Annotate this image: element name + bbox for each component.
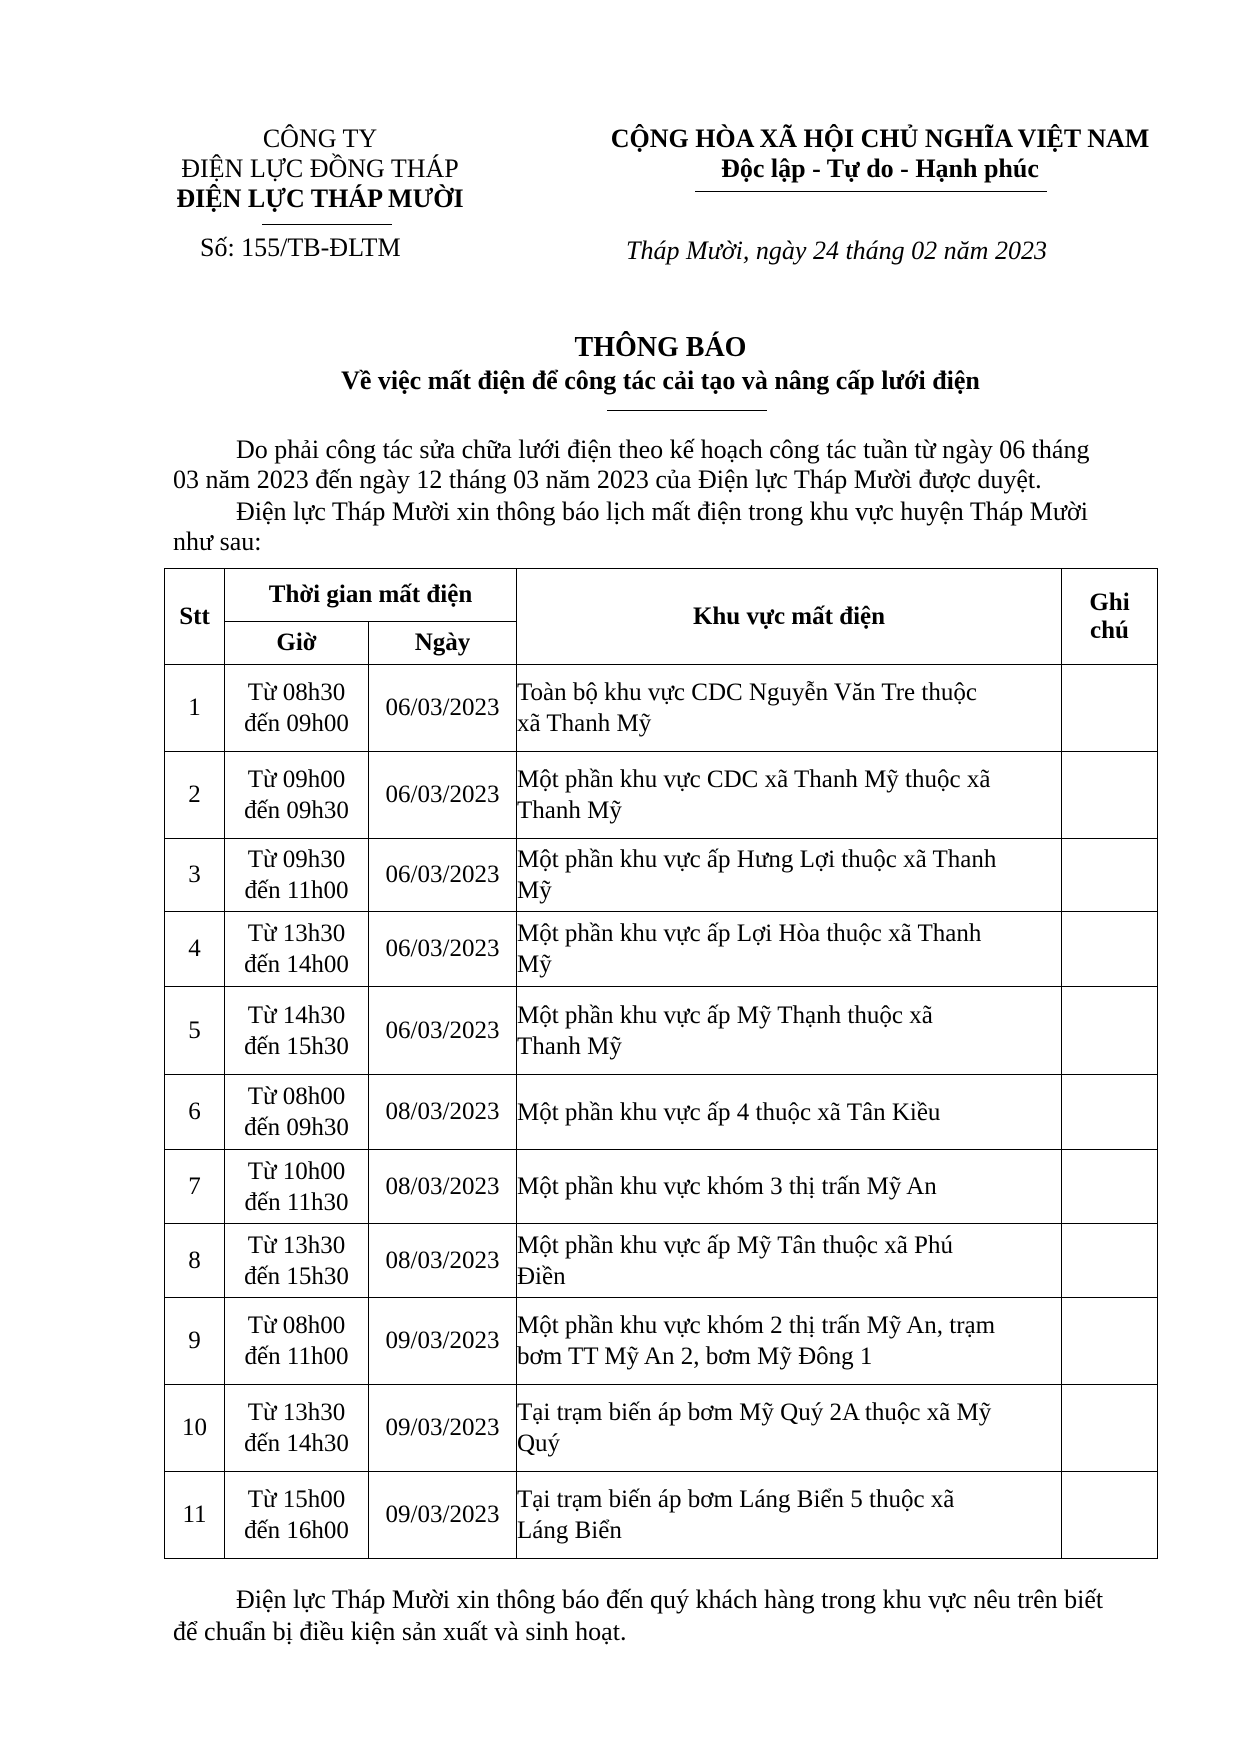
row-stt: 5	[165, 987, 225, 1075]
row-note	[1062, 752, 1158, 839]
row-note	[1062, 1298, 1158, 1385]
table-row	[165, 839, 1158, 912]
intro-p2-line1: Điện lực Tháp Mười xin thông báo lịch mất điện trong khu vực huyện Tháp Mười	[236, 497, 1088, 526]
row-area-line1: Một phần khu vực ấp Mỹ Tân thuộc xã Phú	[517, 1231, 953, 1259]
document-number: Số: 155/TB-ĐLTM	[200, 233, 401, 262]
row-area	[517, 912, 1062, 987]
table-row	[165, 1224, 1158, 1298]
header-note	[1062, 569, 1158, 665]
table-row	[165, 912, 1158, 987]
motto-underline	[695, 191, 1047, 192]
row-stt: 6	[165, 1075, 225, 1150]
table-row	[165, 1075, 1158, 1150]
row-area	[517, 839, 1062, 912]
header-day: Ngày	[369, 622, 517, 665]
row-stt: 4	[165, 912, 225, 987]
row-time-to: đến 11h00	[244, 877, 349, 904]
row-time-from: Từ 10h00	[247, 1157, 346, 1185]
row-date: 06/03/2023	[369, 912, 517, 987]
row-date: 09/03/2023	[369, 1298, 517, 1385]
row-time-from: Từ 09h30	[247, 846, 346, 873]
row-time-to: đến 14h30	[244, 1430, 349, 1457]
row-area	[517, 1472, 1062, 1559]
row-area-line1: Một phần khu vực ấp Hưng Lợi thuộc xã Thanh	[517, 846, 997, 873]
table-row	[165, 752, 1158, 839]
row-area-line1: Một phần khu vực ấp 4 thuộc xã Tân Kiều	[517, 1098, 941, 1126]
place-date: Tháp Mười, ngày 24 tháng 02 năm 2023	[626, 236, 1047, 265]
row-date: 09/03/2023	[369, 1385, 517, 1472]
table-row	[165, 665, 1158, 752]
header-outage-time: Thời gian mất điện	[225, 569, 517, 622]
row-area	[517, 752, 1062, 839]
row-area-line2: Thanh Mỹ	[517, 797, 622, 824]
row-area-line2: bơm TT Mỹ An 2, bơm Mỹ Đông 1	[517, 1343, 873, 1370]
row-note	[1062, 1224, 1158, 1298]
row-time-to: đến 09h30	[244, 1114, 349, 1141]
closing-line2: để chuẩn bị điều kiện sản xuất và sinh hoạt.	[173, 1617, 627, 1646]
row-stt: 3	[165, 839, 225, 912]
row-time-to: đến 15h30	[244, 1032, 349, 1060]
row-area	[517, 1298, 1062, 1385]
row-time-from: Từ 08h30	[247, 679, 346, 706]
row-time	[225, 1298, 369, 1385]
row-note	[1062, 1075, 1158, 1150]
row-time	[225, 1472, 369, 1559]
row-time-to: đến 11h30	[244, 1188, 349, 1216]
org-block	[140, 124, 500, 214]
row-date: 08/03/2023	[369, 1075, 517, 1150]
org-company: CÔNG TY	[262, 124, 378, 153]
row-time-to: đến 16h00	[244, 1517, 349, 1544]
org-unit: ĐIỆN LỰC THÁP MƯỜI	[176, 184, 464, 213]
header-area: Khu vực mất điện	[517, 569, 1062, 665]
header-hour: Giờ	[225, 622, 369, 665]
row-note	[1062, 665, 1158, 752]
row-area-line1: Một phần khu vực khóm 2 thị trấn Mỹ An, trạm	[517, 1312, 996, 1339]
intro-p1-line1: Do phải công tác sửa chữa lưới điện theo kế hoạch công tác tuần từ ngày 06 tháng	[236, 435, 1090, 464]
table-row	[165, 987, 1158, 1075]
intro-p2-line2: như sau:	[173, 527, 262, 556]
org-underline	[262, 224, 392, 225]
row-time-to: đến 09h30	[244, 797, 349, 824]
row-stt: 7	[165, 1150, 225, 1224]
row-area	[517, 1150, 1062, 1224]
row-stt: 9	[165, 1298, 225, 1385]
row-time-to: đến 11h00	[244, 1343, 349, 1370]
row-area-line1: Một phần khu vực ấp Lợi Hòa thuộc xã Thanh	[517, 920, 982, 947]
row-area	[517, 1075, 1062, 1150]
row-area-line1: Một phần khu vực CDC xã Thanh Mỹ thuộc xã	[517, 766, 991, 793]
row-time	[225, 987, 369, 1075]
row-note	[1062, 1472, 1158, 1559]
row-stt: 1	[165, 665, 225, 752]
row-note	[1062, 1385, 1158, 1472]
row-area-line2: Điền	[517, 1262, 566, 1290]
row-time-to: đến 09h00	[244, 710, 349, 737]
row-area	[517, 1224, 1062, 1298]
row-time	[225, 665, 369, 752]
row-time-from: Từ 13h30	[247, 1231, 346, 1259]
closing-line1: Điện lực Tháp Mười xin thông báo đến quý khách hàng trong khu vực nêu trên biết	[236, 1585, 1104, 1614]
row-note	[1062, 1150, 1158, 1224]
row-time-from: Từ 14h30	[247, 1001, 346, 1029]
row-area-line1: Tại trạm biến áp bơm Mỹ Quý 2A thuộc xã Mỹ	[517, 1399, 992, 1426]
row-time	[225, 752, 369, 839]
title-underline	[607, 410, 767, 411]
table-row	[165, 1385, 1158, 1472]
row-time	[225, 1385, 369, 1472]
row-note	[1062, 839, 1158, 912]
row-time-from: Từ 15h00	[247, 1486, 346, 1513]
row-time	[225, 1224, 369, 1298]
row-time-from: Từ 09h00	[247, 766, 346, 793]
notice-heading: THÔNG BÁO	[574, 332, 747, 363]
nation-block	[580, 124, 1180, 184]
row-stt: 10	[165, 1385, 225, 1472]
notice-subject: Về việc mất điện để công tác cải tạo và nâng cấp lưới điện	[341, 366, 980, 395]
row-area-line1: Một phần khu vực ấp Mỹ Thạnh thuộc xã	[517, 1001, 933, 1029]
row-date: 08/03/2023	[369, 1224, 517, 1298]
row-time-from: Từ 13h30	[247, 1399, 346, 1426]
row-date: 08/03/2023	[369, 1150, 517, 1224]
row-stt: 2	[165, 752, 225, 839]
row-date: 06/03/2023	[369, 665, 517, 752]
intro-p1-line2: 03 năm 2023 đến ngày 12 tháng 03 năm 2023 của Điện lực Tháp Mười được duyệt.	[173, 465, 1042, 494]
row-note	[1062, 987, 1158, 1075]
row-note	[1062, 912, 1158, 987]
row-area	[517, 665, 1062, 752]
row-area-line2: Mỹ	[517, 877, 552, 904]
table-row	[165, 1150, 1158, 1224]
table-row	[165, 1298, 1158, 1385]
notice-title	[164, 332, 1157, 364]
schedule-body	[165, 665, 1158, 1559]
header-note-line2: chú	[1090, 616, 1129, 644]
row-area-line2: Láng Biển	[517, 1517, 622, 1544]
row-time-from: Từ 08h00	[247, 1312, 346, 1339]
row-area-line1: Một phần khu vực khóm 3 thị trấn Mỹ An	[517, 1173, 937, 1200]
row-time-from: Từ 13h30	[247, 920, 346, 947]
row-stt: 11	[165, 1472, 225, 1559]
row-date: 09/03/2023	[369, 1472, 517, 1559]
org-parent: ĐIỆN LỰC ĐỒNG THÁP	[181, 154, 459, 183]
row-area-line1: Toàn bộ khu vực CDC Nguyễn Văn Tre thuộc	[517, 679, 977, 706]
row-area-line1: Tại trạm biến áp bơm Láng Biển 5 thuộc xã	[517, 1486, 955, 1513]
motto: Độc lập - Tự do - Hạnh phúc	[721, 154, 1039, 183]
row-time-from: Từ 08h00	[247, 1083, 346, 1110]
row-stt: 8	[165, 1224, 225, 1298]
row-time	[225, 912, 369, 987]
row-time-to: đến 14h00	[244, 951, 349, 978]
row-date: 06/03/2023	[369, 987, 517, 1075]
nation-title: CỘNG HÒA XÃ HỘI CHỦ NGHĨA VIỆT NAM	[610, 124, 1150, 153]
outage-schedule-table	[164, 568, 1158, 1559]
row-area-line2: Mỹ	[517, 951, 552, 978]
row-area-line2: xã Thanh Mỹ	[517, 710, 652, 737]
row-time-to: đến 15h30	[244, 1262, 349, 1290]
row-area	[517, 1385, 1062, 1472]
row-time	[225, 1150, 369, 1224]
row-area-line2: Quý	[517, 1430, 561, 1457]
row-time	[225, 1075, 369, 1150]
table-row	[165, 1472, 1158, 1559]
row-date: 06/03/2023	[369, 839, 517, 912]
row-time	[225, 839, 369, 912]
row-area	[517, 987, 1062, 1075]
row-date: 06/03/2023	[369, 752, 517, 839]
header-stt: Stt	[165, 569, 225, 665]
header-note-line1: Ghi	[1089, 588, 1130, 616]
row-area-line2: Thanh Mỹ	[517, 1032, 622, 1060]
